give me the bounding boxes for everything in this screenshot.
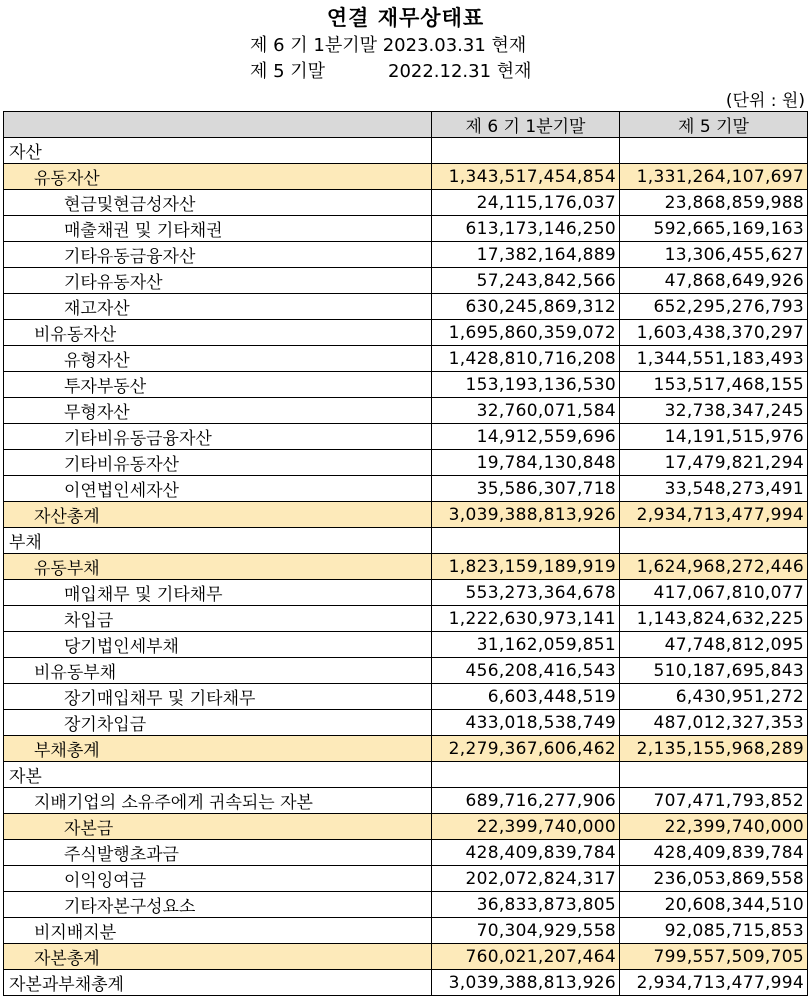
row-label: 이연법인세자산 (4, 476, 432, 502)
row-label: 유동부채 (4, 554, 432, 580)
row-label: 재고자산 (4, 294, 432, 320)
prior-period-value: 92,085,715,853 (620, 918, 808, 944)
table-row (4, 242, 808, 268)
table-row (4, 372, 808, 398)
prior-period-value: 652,295,276,793 (620, 294, 808, 320)
current-period-value: 1,428,810,716,208 (432, 346, 620, 372)
current-period-value: 6,603,448,519 (432, 684, 620, 710)
prior-period-value: 17,479,821,294 (620, 450, 808, 476)
row-label: 주식발행초과금 (4, 840, 432, 866)
table-row (4, 736, 808, 762)
row-label: 매출채권 및 기타채권 (4, 216, 432, 242)
row-label: 차입금 (4, 606, 432, 632)
header-current-period: 제 6 기 1분기말 (432, 112, 620, 138)
table-row (4, 632, 808, 658)
prior-period-value: 428,409,839,784 (620, 840, 808, 866)
row-label: 자본금 (4, 814, 432, 840)
current-period-value: 70,304,929,558 (432, 918, 620, 944)
prior-period-value: 47,748,812,095 (620, 632, 808, 658)
table-row (4, 866, 808, 892)
row-label: 비유동자산 (4, 320, 432, 346)
table-row (4, 892, 808, 918)
table-row (4, 528, 808, 554)
current-period-value: 630,245,869,312 (432, 294, 620, 320)
current-period-value: 22,399,740,000 (432, 814, 620, 840)
current-period-value: 1,823,159,189,919 (432, 554, 620, 580)
prior-period-value: 14,191,515,976 (620, 424, 808, 450)
current-period-value (432, 528, 620, 554)
row-label: 무형자산 (4, 398, 432, 424)
row-label: 현금및현금성자산 (4, 190, 432, 216)
current-period-value: 428,409,839,784 (432, 840, 620, 866)
prior-period-value: 2,135,155,968,289 (620, 736, 808, 762)
prior-period-value: 2,934,713,477,994 (620, 502, 808, 528)
current-period-value: 433,018,538,749 (432, 710, 620, 736)
prior-period-value: 1,624,968,272,446 (620, 554, 808, 580)
prior-period-value: 592,665,169,163 (620, 216, 808, 242)
row-label: 당기법인세부채 (4, 632, 432, 658)
current-period-value: 32,760,071,584 (432, 398, 620, 424)
current-period-value: 760,021,207,464 (432, 944, 620, 970)
prior-period-value: 510,187,695,843 (620, 658, 808, 684)
prior-period-value: 23,868,859,988 (620, 190, 808, 216)
table-row (4, 710, 808, 736)
current-period-value: 31,162,059,851 (432, 632, 620, 658)
table-row (4, 970, 808, 996)
table-row (4, 216, 808, 242)
table-row (4, 346, 808, 372)
current-period-value: 14,912,559,696 (432, 424, 620, 450)
row-label: 지배기업의 소유주에게 귀속되는 자본 (4, 788, 432, 814)
table-row (4, 918, 808, 944)
current-period-value: 689,716,277,906 (432, 788, 620, 814)
table-header-row (4, 112, 808, 138)
prior-period-value: 707,471,793,852 (620, 788, 808, 814)
current-period-value: 3,039,388,813,926 (432, 502, 620, 528)
prior-period-value: 799,557,509,705 (620, 944, 808, 970)
prior-period-value: 20,608,344,510 (620, 892, 808, 918)
current-period-value: 17,382,164,889 (432, 242, 620, 268)
header-blank (4, 112, 432, 138)
table-row (4, 684, 808, 710)
current-period-value: 1,695,860,359,072 (432, 320, 620, 346)
table-row (4, 762, 808, 788)
row-label: 유동자산 (4, 164, 432, 190)
prior-period-value: 22,399,740,000 (620, 814, 808, 840)
row-label: 기타유동자산 (4, 268, 432, 294)
prior-period-value: 1,331,264,107,697 (620, 164, 808, 190)
current-period-value: 613,173,146,250 (432, 216, 620, 242)
row-label: 기타비유동금융자산 (4, 424, 432, 450)
current-period-value: 553,273,364,678 (432, 580, 620, 606)
current-period-value: 19,784,130,848 (432, 450, 620, 476)
current-period-value: 35,586,307,718 (432, 476, 620, 502)
prior-period-value: 32,738,347,245 (620, 398, 808, 424)
prior-period-value: 417,067,810,077 (620, 580, 808, 606)
prior-period-value: 6,430,951,272 (620, 684, 808, 710)
current-period-value: 202,072,824,317 (432, 866, 620, 892)
header-prior-period: 제 5 기말 (620, 112, 808, 138)
table-row (4, 424, 808, 450)
row-label: 부채총계 (4, 736, 432, 762)
prior-period-value (620, 762, 808, 788)
table-row (4, 840, 808, 866)
table-row (4, 944, 808, 970)
table-row (4, 398, 808, 424)
table-row (4, 606, 808, 632)
row-label: 자본총계 (4, 944, 432, 970)
row-label: 자산총계 (4, 502, 432, 528)
current-period-value: 57,243,842,566 (432, 268, 620, 294)
table-row (4, 658, 808, 684)
row-label: 자산 (4, 138, 432, 164)
row-label: 장기매입채무 및 기타채무 (4, 684, 432, 710)
current-period-value: 1,222,630,973,141 (432, 606, 620, 632)
table-row (4, 190, 808, 216)
table-row (4, 320, 808, 346)
current-period-value: 24,115,176,037 (432, 190, 620, 216)
prior-period-value: 236,053,869,558 (620, 866, 808, 892)
row-label: 자본 (4, 762, 432, 788)
table-row (4, 580, 808, 606)
table-row (4, 450, 808, 476)
current-period-value: 153,193,136,530 (432, 372, 620, 398)
table-row (4, 268, 808, 294)
balance-sheet-table (3, 111, 808, 996)
prior-period-value (620, 138, 808, 164)
table-row (4, 476, 808, 502)
prior-period-value: 1,143,824,632,225 (620, 606, 808, 632)
row-label: 매입채무 및 기타채무 (4, 580, 432, 606)
row-label: 유형자산 (4, 346, 432, 372)
current-period-value: 36,833,873,805 (432, 892, 620, 918)
prior-period-value (620, 528, 808, 554)
row-label: 부채 (4, 528, 432, 554)
current-period-value (432, 762, 620, 788)
table-row (4, 294, 808, 320)
prior-period-value: 2,934,713,477,994 (620, 970, 808, 996)
table-row (4, 138, 808, 164)
table-row (4, 502, 808, 528)
row-label: 투자부동산 (4, 372, 432, 398)
table-row (4, 788, 808, 814)
row-label: 비유동부채 (4, 658, 432, 684)
table-row (4, 164, 808, 190)
prior-period-value: 153,517,468,155 (620, 372, 808, 398)
current-period-value: 456,208,416,543 (432, 658, 620, 684)
current-period-value: 1,343,517,454,854 (432, 164, 620, 190)
row-label: 기타비유동자산 (4, 450, 432, 476)
current-period-value: 2,279,367,606,462 (432, 736, 620, 762)
table-row (4, 814, 808, 840)
prior-period-value: 1,603,438,370,297 (620, 320, 808, 346)
prior-period: 제 5 기말 2022.12.31 현재 (250, 61, 532, 82)
row-label: 자본과부채총계 (4, 970, 432, 996)
current-period-value (432, 138, 620, 164)
prior-period-value: 13,306,455,627 (620, 242, 808, 268)
row-label: 기타자본구성요소 (4, 892, 432, 918)
unit-label: (단위 : 원) (725, 91, 805, 111)
prior-period-value: 33,548,273,491 (620, 476, 808, 502)
current-period: 제 6 기 1분기말 2023.03.31 현재 (250, 35, 527, 56)
statement-title: 연결 재무상태표 (326, 6, 485, 30)
row-label: 장기차입금 (4, 710, 432, 736)
row-label: 기타유동금융자산 (4, 242, 432, 268)
prior-period-value: 1,344,551,183,493 (620, 346, 808, 372)
current-period-value: 3,039,388,813,926 (432, 970, 620, 996)
row-label: 이익잉여금 (4, 866, 432, 892)
prior-period-value: 47,868,649,926 (620, 268, 808, 294)
table-row (4, 554, 808, 580)
row-label: 비지배지분 (4, 918, 432, 944)
prior-period-value: 487,012,327,353 (620, 710, 808, 736)
